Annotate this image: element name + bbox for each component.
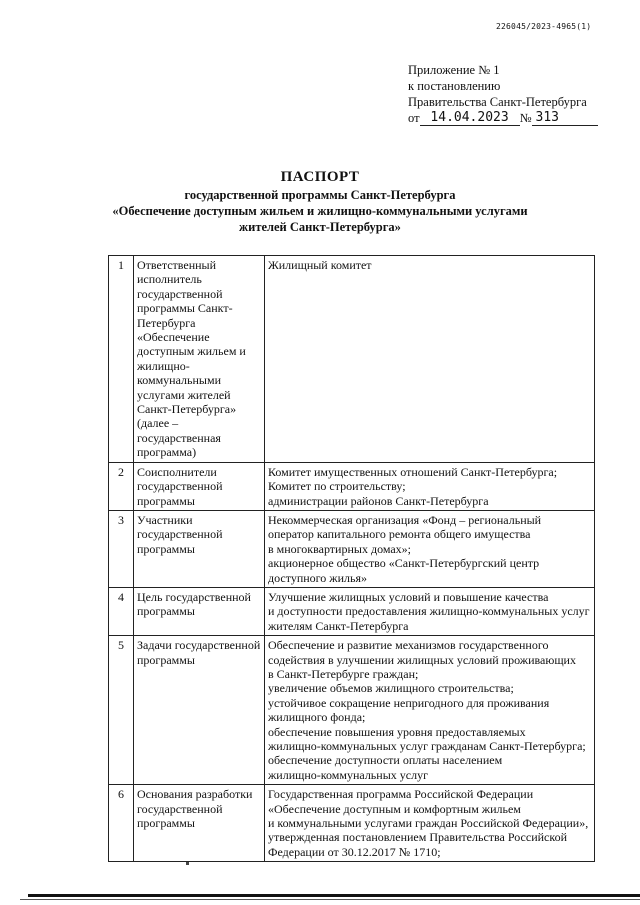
row-number: 4 xyxy=(109,587,134,635)
content-line: и доступности предоставления жилищно-коммунальных услуг xyxy=(268,604,590,619)
passport-table xyxy=(108,255,595,862)
row-number: 2 xyxy=(109,462,134,510)
table-row xyxy=(109,636,595,785)
content-line: в Санкт-Петербурге граждан; xyxy=(268,666,419,681)
row-label: Основания разработки государственной программы xyxy=(134,785,265,862)
appendix-subtitle: к постановлению xyxy=(408,79,501,93)
content-line: Жилищный комитет xyxy=(268,258,372,272)
content-line: увеличение объемов жилищного строительства; xyxy=(268,681,514,696)
appendix-authority: Правительства Санкт-Петербурга xyxy=(408,95,587,109)
number-prefix: № xyxy=(519,111,532,125)
content-line: жилищного фонда; xyxy=(268,710,366,725)
content-line: Государственная программа Российской Федерации xyxy=(268,787,534,802)
content-line: жилищно-коммунальных услуг xyxy=(268,767,428,782)
row-content xyxy=(265,785,595,862)
program-title-line-3: жителей Санкт-Петербурга» xyxy=(239,220,401,234)
passport-title xyxy=(60,168,580,235)
row-number: 3 xyxy=(109,510,134,587)
row-label: Цель государственной программы xyxy=(134,587,265,635)
row-label: Соисполнители государственной программы xyxy=(134,462,265,510)
document-id: 226045/2023-4965(1) xyxy=(496,22,592,31)
row-number: 6 xyxy=(109,785,134,862)
content-line: администрации районов Санкт-Петербурга xyxy=(268,493,489,508)
appendix-date-line xyxy=(408,110,598,126)
content-line: оператор капитального ремонта общего имущества xyxy=(268,527,531,542)
bottom-border-thin xyxy=(20,899,640,900)
content-line: жителям Санкт-Петербурга xyxy=(268,618,409,633)
appendix-title: Приложение № 1 xyxy=(408,63,500,77)
program-title-line-1: государственной программы Санкт-Петербурга xyxy=(184,188,456,202)
program-title-line-2: «Обеспечение доступным жильем и жилищно-коммунальными услугами xyxy=(112,204,528,218)
content-line: Комитет имущественных отношений Санкт-Петербурга; xyxy=(268,464,558,479)
row-label: Ответственный исполнитель государственной программы Санкт-Петербурга «Обеспечение доступным жильем и жилищно-коммунальными услугами жителей Санкт-Петербурга» (далее – государственная программа) xyxy=(134,256,265,463)
content-line: утвержденная постановлением Правительства Российской xyxy=(268,830,568,845)
decree-number: 313 xyxy=(532,111,598,126)
appendix-block xyxy=(408,62,598,126)
content-line: и коммунальными услугами граждан Российской Федерации», xyxy=(268,816,589,831)
row-content xyxy=(265,510,595,587)
content-line: Федерации от 30.12.2017 № 1710; xyxy=(268,844,441,859)
content-line: Некоммерческая организация «Фонд – региональный xyxy=(268,512,542,527)
table-row xyxy=(109,510,595,587)
table-row xyxy=(109,587,595,635)
content-line: Обеспечение и развитие механизмов государственного xyxy=(268,638,549,653)
row-content xyxy=(265,587,595,635)
content-line: обеспечение доступности оплаты населением xyxy=(268,753,503,768)
content-line: жилищно-коммунальных услуг гражданам Санкт-Петербурга; xyxy=(268,739,586,753)
row-number: 5 xyxy=(109,636,134,785)
content-line: «Обеспечение доступным и комфортным жильем xyxy=(268,801,521,816)
content-line: Комитет по строительству; xyxy=(268,479,406,494)
row-label: Участники государственной программы xyxy=(134,510,265,587)
date-prefix: от xyxy=(408,111,420,125)
content-line: в многоквартирных домах»; xyxy=(268,541,412,556)
passport-heading: ПАСПОРТ xyxy=(280,169,360,185)
decree-date: 14.04.2023 xyxy=(420,111,520,126)
table-row xyxy=(109,785,595,862)
row-content xyxy=(265,256,595,463)
content-line: содействия в улучшении жилищных условий проживающих xyxy=(268,652,576,667)
content-line: обеспечение повышения уровня предоставляемых xyxy=(268,724,526,739)
row-content xyxy=(265,462,595,510)
content-line: устойчивое сокращение непригодного для проживания xyxy=(268,695,550,710)
row-label: Задачи государственной программы xyxy=(134,636,265,785)
row-content xyxy=(265,636,595,785)
bottom-border xyxy=(28,894,640,897)
scan-speck xyxy=(186,862,189,865)
content-line: доступного жилья» xyxy=(268,570,367,585)
table-row xyxy=(109,256,595,463)
content-line: Улучшение жилищных условий и повышение качества xyxy=(268,589,549,604)
row-number: 1 xyxy=(109,256,134,463)
content-line: акционерное общество «Санкт-Петербургский центр xyxy=(268,556,540,571)
table-row xyxy=(109,462,595,510)
